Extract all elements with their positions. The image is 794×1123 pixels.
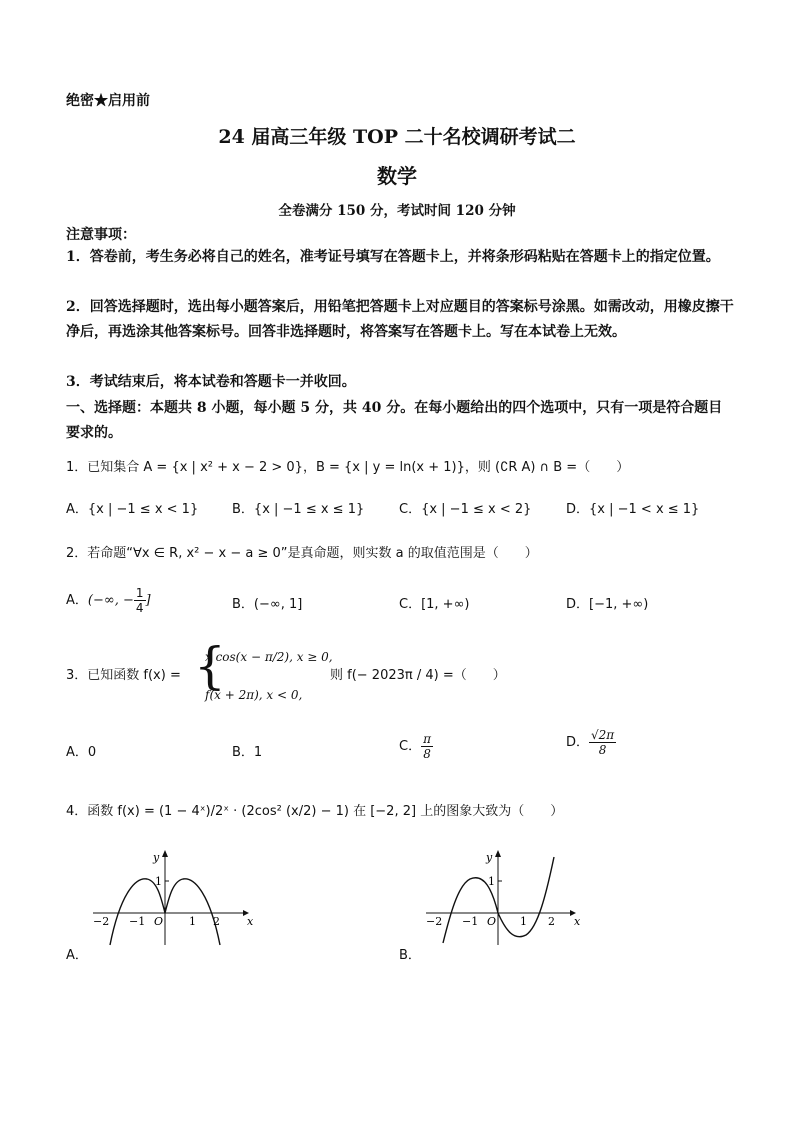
question-3-option-d[interactable] — [566, 728, 616, 757]
exam-meta: 全卷满分 150 分，考试时间 120 分钟 — [278, 203, 516, 219]
fraction-numerator: π — [423, 732, 431, 746]
question-3-case-1: x cos(x − π/2), x ≥ 0, — [205, 650, 333, 664]
fraction-numerator: √2π — [591, 728, 615, 742]
option-d-label: D． — [566, 735, 590, 750]
fraction-numerator: 1 — [135, 586, 144, 600]
question-4-option-b[interactable]: B． — [399, 948, 421, 963]
question-1-option-c[interactable]: C．{x | −1 ≤ x < 2} — [399, 502, 532, 517]
x-axis-label: x — [247, 915, 254, 928]
question-2-option-d[interactable]: D．[−1, +∞) — [566, 597, 649, 612]
tick-neg1: −1 — [129, 915, 146, 928]
question-1-option-a[interactable]: A．{x | −1 ≤ x < 1} — [66, 502, 199, 517]
tick-1: 1 — [155, 875, 162, 888]
question-3-option-c[interactable] — [399, 732, 433, 761]
graph-option-a[interactable] — [85, 845, 255, 950]
note-item-1: 1．答卷前，考生务必将自己的姓名，准考证号填写在答题卡上，并将条形码粘贴在答题卡上的指定位置。 — [66, 249, 720, 265]
question-4-option-a[interactable]: A． — [66, 948, 88, 963]
exam-title: 24 届高三年级 TOP 二十名校调研考试二 — [218, 126, 576, 148]
subject-title: 数学 — [377, 164, 417, 188]
tick-neg1: −1 — [462, 915, 479, 928]
fraction-denominator: 4 — [135, 601, 144, 615]
question-4-stem: 4．函数 f(x) = (1 − 4ˣ)/2ˣ · (2cos² (x/2) − 1) 在 [−2, 2] 上的图象大致为（ ） — [66, 804, 564, 819]
option-d-fraction — [589, 728, 616, 757]
y-axis-arrow — [162, 850, 168, 857]
tick-neg2: −2 — [93, 915, 110, 928]
question-3-case-2: f(x + 2π), x < 0, — [205, 688, 303, 702]
question-3-prefix: 3．已知函数 f(x) = — [66, 668, 181, 683]
question-1-option-b[interactable]: B．{x | −1 ≤ x ≤ 1} — [232, 502, 365, 517]
question-1-option-d[interactable]: D．{x | −1 < x ≤ 1} — [566, 502, 700, 517]
origin-label: O — [154, 915, 164, 928]
tick-1-x: 1 — [189, 915, 196, 928]
question-3-target: 则 f(− 2023π / 4) =（ ） — [330, 668, 506, 683]
fraction-denominator: 8 — [598, 743, 607, 757]
option-a-interval-right: ] — [145, 593, 151, 608]
y-axis-arrow — [495, 850, 501, 857]
question-2-option-c[interactable]: C．[1, +∞) — [399, 597, 470, 612]
tick-neg2: −2 — [426, 915, 443, 928]
y-axis-label: y — [153, 851, 160, 864]
tick-1-x: 1 — [520, 915, 527, 928]
option-a-interval-left: (−∞, − — [87, 593, 134, 608]
origin-label: O — [487, 915, 497, 928]
question-3-option-a[interactable]: A．0 — [66, 745, 97, 760]
option-a-fraction — [134, 586, 146, 615]
option-c-label: C． — [399, 739, 422, 754]
fraction-denominator: 8 — [423, 747, 431, 761]
tick-1: 1 — [488, 875, 495, 888]
question-2-option-b[interactable]: B．(−∞, 1] — [232, 597, 303, 612]
option-c-fraction — [421, 732, 433, 761]
question-2-stem: 2．若命题“∀x ∈ R, x² − x − a ≥ 0”是真命题，则实数 a 的取值范围是（ ） — [66, 546, 538, 561]
y-axis-label: y — [486, 851, 493, 864]
note-item-2: 2．回答选择题时，选出每小题答案后，用铅笔把答题卡上对应题目的答案标号涂黑。如需改动，用橡皮擦干净后，再选涂其他答案标号。回答非选择题时，将答案写在答题卡上。写在本试卷上无效。 — [66, 299, 734, 340]
question-2-option-a[interactable] — [66, 586, 151, 615]
graph-option-b[interactable] — [418, 845, 588, 950]
x-axis-label: x — [574, 915, 581, 928]
piecewise-brace: { — [194, 637, 226, 695]
question-3-option-b[interactable]: B．1 — [232, 745, 263, 760]
tick-2: 2 — [548, 915, 555, 928]
tick-2: 2 — [213, 915, 220, 928]
note-item-3: 3．考试结束后，将本试卷和答题卡一并收回。 — [66, 374, 356, 390]
option-a-label: A． — [66, 593, 88, 608]
notes-heading: 注意事项： — [66, 227, 136, 243]
section-heading: 一、选择题：本题共 8 小题，每小题 5 分，共 40 分。在每小题给出的四个选项中，只有一项是符合题目要求的。 — [66, 400, 723, 441]
question-1-stem: 1．已知集合 A = {x | x² + x − 2 > 0}，B = {x | y = ln(x + 1)}，则 (∁R A) ∩ B =（ ） — [66, 460, 630, 475]
confidential-label: 绝密★启用前 — [66, 93, 150, 109]
